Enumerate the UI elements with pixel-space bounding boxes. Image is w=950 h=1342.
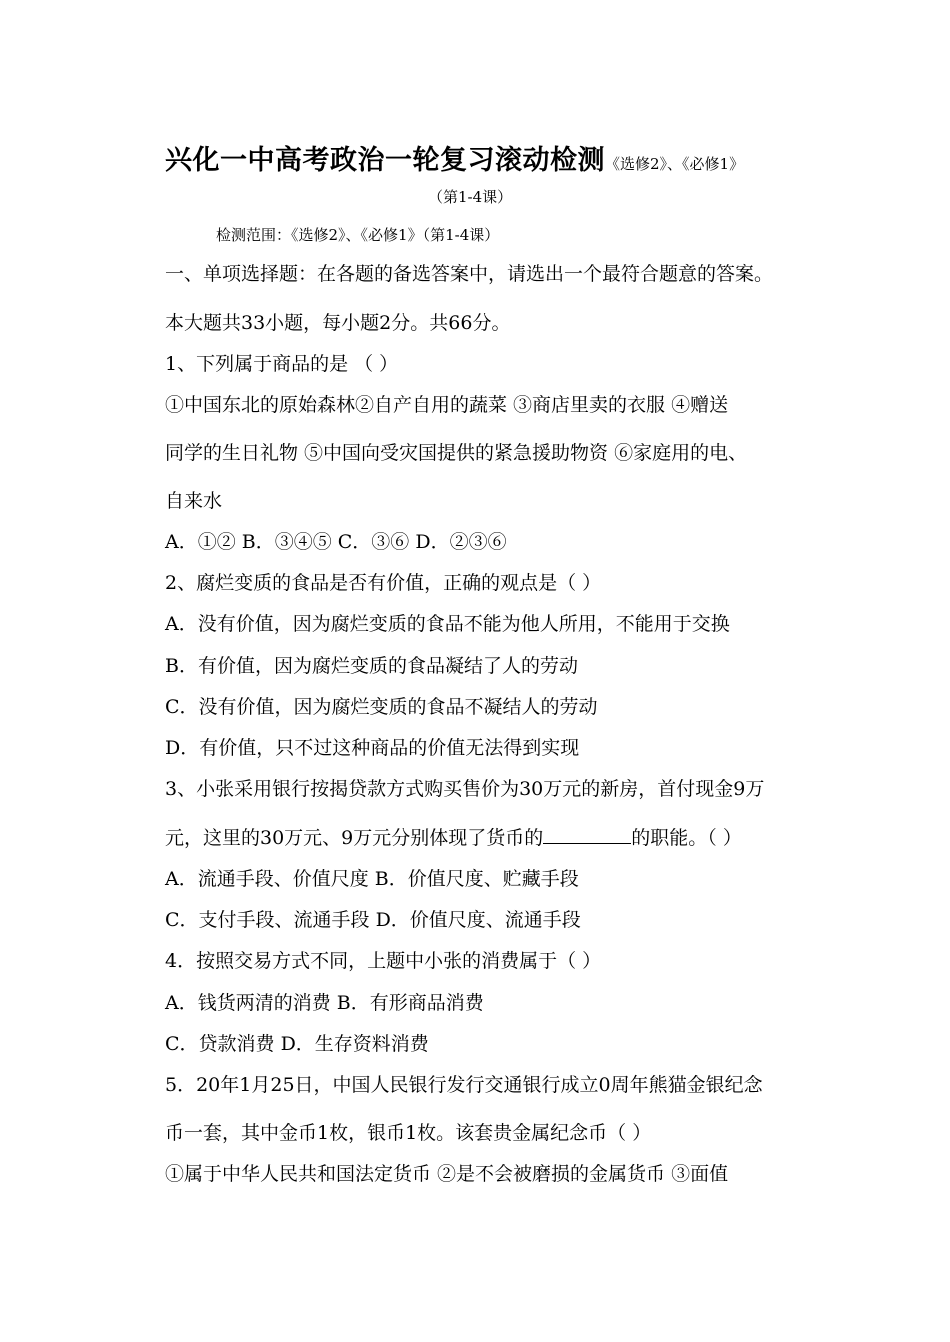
q2-stem: 2、腐烂变质的食品是否有价值，正确的观点是（ ）: [165, 572, 602, 594]
q3-options-cd: C．支付手段、流通手段 D．价值尺度、流通手段: [165, 909, 581, 931]
section-info: 本大题共33小题，每小题2分。共66分。: [165, 312, 511, 334]
q1-stem: 1、下列属于商品的是 （ ）: [165, 353, 399, 375]
q5-stem-line: 5．20年1月25日，中国人民银行发行交通银行成立0周年熊猫金银纪念: [165, 1074, 763, 1096]
scope-line: 检测范围：《选修2》、《必修1》（第1-4课）: [216, 226, 500, 244]
title-main: 兴化一中高考政治一轮复习滚动检测: [165, 145, 605, 176]
q4-options-ab: A．钱货两清的消费 B．有形商品消费: [165, 992, 484, 1014]
q1-items-line: 自来水: [165, 490, 223, 512]
q2-option-d: D．有价值，只不过这种商品的价值无法得到实现: [165, 737, 580, 759]
q1-items-line: ①中国东北的原始森林②自产自用的蔬菜 ③商店里卖的衣服 ④赠送: [165, 394, 729, 416]
document-title: [165, 138, 865, 177]
q4-options-cd: C．贷款消费 D．生存资料消费: [165, 1033, 429, 1055]
q3-stem-text: 的职能。（ ）: [631, 827, 742, 849]
title-suffix: 《选修2》、《必修1》: [605, 155, 745, 173]
q3-stem-line: 3、小张采用银行按揭贷款方式购买售价为30万元的新房，首付现金9万: [165, 778, 765, 800]
fill-blank: [543, 825, 631, 844]
subtitle: （第1-4课）: [428, 188, 513, 206]
q3-stem-line: [165, 825, 742, 850]
section-heading: 一、单项选择题：在各题的备选答案中，请选出一个最符合题意的答案。: [165, 263, 774, 285]
q5-stem-line: 币一套，其中金币1枚，银币1枚。该套贵金属纪念币（ ）: [165, 1122, 652, 1144]
q3-options-ab: A．流通手段、价值尺度 B．价值尺度、贮藏手段: [165, 868, 579, 890]
q4-stem: 4．按照交易方式不同，上题中小张的消费属于（ ）: [165, 950, 602, 972]
q1-items-line: 同学的生日礼物 ⑤中国向受灾国提供的紧急援助物资 ⑥家庭用的电、: [165, 442, 748, 464]
q5-items-line: ①属于中华人民共和国法定货币 ②是不会被磨损的金属货币 ③面值: [165, 1163, 729, 1185]
q2-option-a: A．没有价值，因为腐烂变质的食品不能为他人所用，不能用于交换: [165, 613, 730, 635]
q2-option-b: B．有价值，因为腐烂变质的食品凝结了人的劳动: [165, 655, 578, 677]
q1-options: A．①② B．③④⑤ C．③⑥ D．②③⑥: [165, 531, 507, 553]
q3-stem-text: 元，这里的30万元、9万元分别体现了货币的: [165, 827, 544, 849]
q2-option-c: C．没有价值，因为腐烂变质的食品不凝结人的劳动: [165, 696, 598, 718]
